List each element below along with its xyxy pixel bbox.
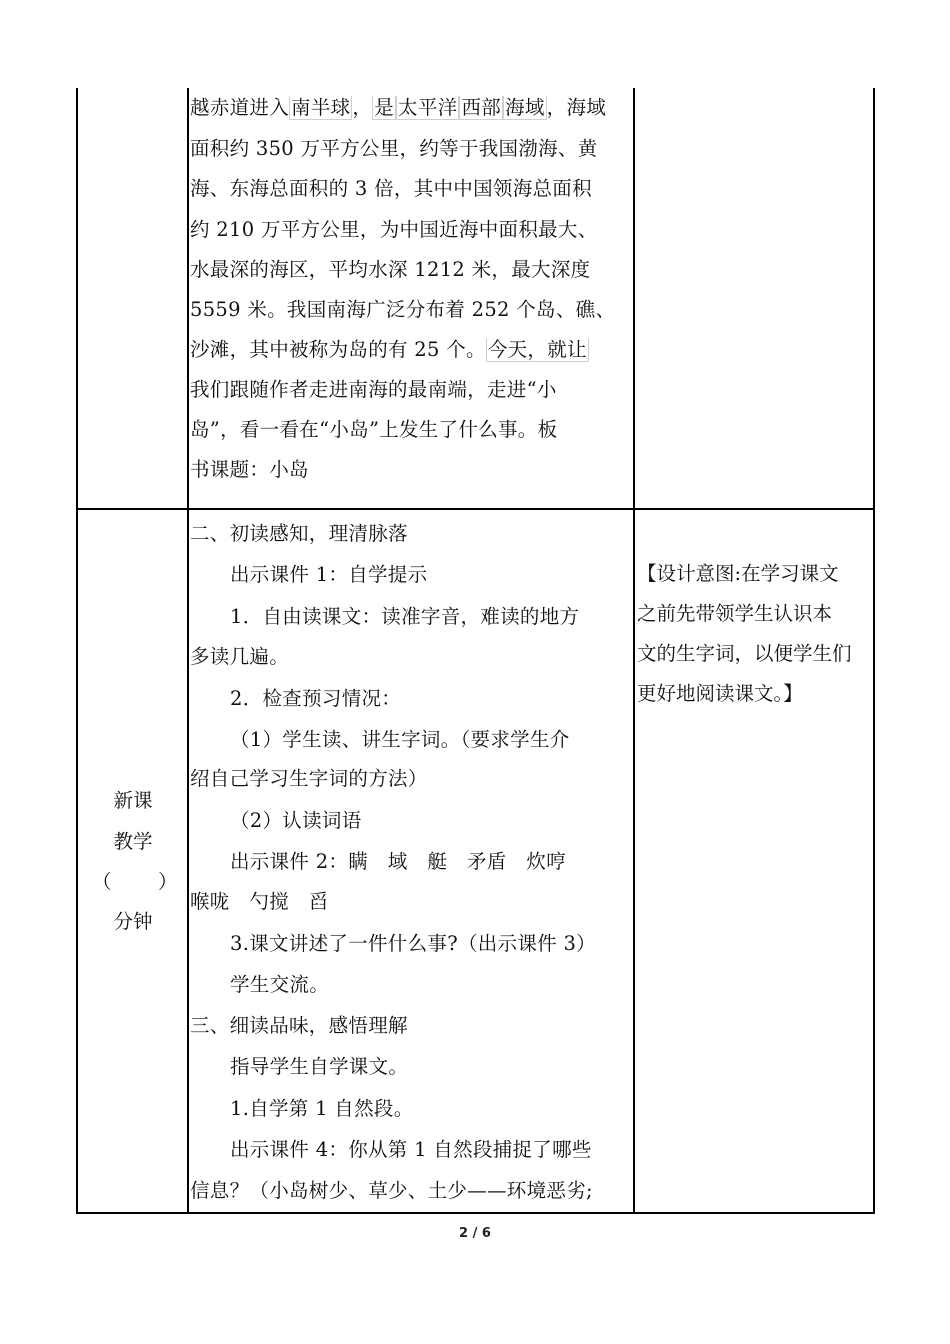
design-note-line: 【设计意图:在学习课文 [637,562,839,585]
text-line: （2）认读词语 [230,809,362,832]
text-line: 多读几遍。 [190,645,290,668]
table-divider-1 [187,88,189,1214]
text-line: 2．检查预习情况： [230,687,402,710]
design-note-line: 更好地阅读课文。】 [637,682,803,705]
design-note-line: 之前先带领学生认识本 [637,602,833,625]
text-line: 出示课件 4：你从第 1 自然段捕捉了哪些 [230,1138,592,1161]
text-line: 海、东海总面积的 3 倍，其中中国领海总面积 [190,177,592,200]
text-line: 1．自由读课文：读准字音，难读的地方 [230,605,580,628]
text-line: 1.自学第 1 自然段。 [230,1097,414,1120]
text-line: 越赤道进入 南半球 ， 是 太平洋 西部 海域 ，海域 [190,96,607,119]
design-note-line: 文的生字词，以便学生们 [637,642,852,665]
table-border-left [76,88,78,1214]
text-line: 学生交流。 [230,973,330,996]
text-line: 3.课文讲述了一件什么事?（出示课件 3） [230,932,596,955]
document-page: 越赤道进入 南半球 ， 是 太平洋 西部 海域 ，海域 面积约 350 万平方公里，约等于我国渤海、黄 海、东海总面积的 3 倍，其中中国领海总面积 约 210 万平方公里，为中国近海中面积最大、 水最深的海区，平均水深 1212 米，最大深度 5559 米。我国南海广泛分布着 252 个岛、礁、 沙滩，其中被称为岛的有 25 个。 今天，就让 我们跟随作者走进南海的最南端，走进“小 岛”，看一看在“小岛”上发生了什么事。板 书课题：小岛 新课 教学 （ ） 分钟 二、初读感知，理清脉落 出示课件 1：自学提示 1．自由读课文：读准字音，难读的地方 多读几遍。 2．检查预习情况： （1）学生读、讲生字词。（要求学生介 绍自己学习生字词的方法） （2）认读词语 出示课件 2：瞒 域 艇 矛盾 炊哼 喉咙 勺搅 舀 3.课文讲述了一件什么事?（出示课件 3） 学生交流。 三、细读品味，感悟理解 指导学生自学课文。 1.自学第 1 自然段。 出示课件 4：你从第 1 自然段捕捉了哪些 信息？（小岛树少、草少、土少——环境恶劣; 【设计意图:在学习课文 之前先带领学生认识本 文的生字词，以便学生们 更好地阅读课文。】 2 / 6 [0,0,950,1344]
table-border-right [873,88,875,1214]
text-line: 绍自己学习生字词的方法） [190,767,428,790]
text-line: 指导学生自学课文。 [230,1055,409,1078]
text-line: （1）学生读、讲生字词。（要求学生介 [230,728,570,751]
section-heading: 二、初读感知，理清脉落 [190,522,408,545]
text-line: 约 210 万平方公里，为中国近海中面积最大、 [190,218,598,241]
text-line: 水最深的海区，平均水深 1212 米，最大深度 [190,258,591,281]
text-line: 我们跟随作者走进南海的最南端，走进“小 [190,378,557,401]
text-line: 5559 米。我国南海广泛分布着 252 个岛、礁、 [190,298,616,321]
section-label: 新课 [113,789,153,812]
section-heading: 三、细读品味，感悟理解 [190,1014,408,1037]
text-line: 信息？（小岛树少、草少、土少——环境恶劣; [190,1179,593,1202]
table-divider-2 [633,88,635,1214]
text-line: 面积约 350 万平方公里，约等于我国渤海、黄 [190,137,598,160]
table-border-bottom [76,1212,874,1214]
table-row-divider [76,508,874,510]
section-label: 教学 [113,830,153,853]
text-line: 沙滩，其中被称为岛的有 25 个。 今天，就让 [190,338,587,361]
text-line: 岛”，看一看在“小岛”上发生了什么事。板 [190,418,558,441]
section-label: 分钟 [113,910,153,933]
page-number: 2 / 6 [459,1226,491,1241]
text-line: 出示课件 1：自学提示 [230,563,428,586]
text-line: 书课题：小岛 [190,458,309,481]
text-line: 喉咙 勺搅 舀 [190,890,329,913]
text-line: 出示课件 2：瞒 域 艇 矛盾 炊哼 [230,850,567,873]
